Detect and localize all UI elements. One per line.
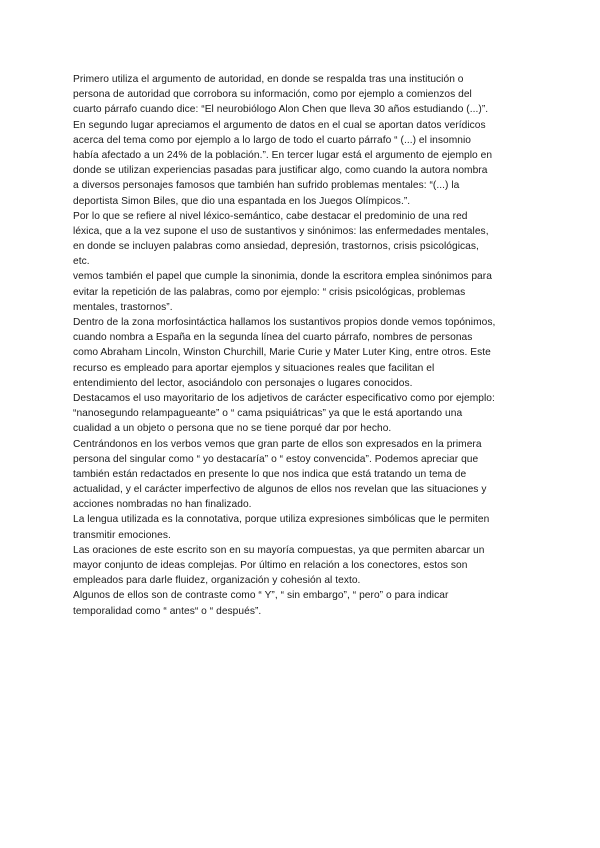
text-line: En segundo lugar apreciamos el argumento de datos en el cual se aportan datos verídicos [73, 119, 486, 131]
text-line: Dentro de la zona morfosintáctica hallamos los sustantivos propios donde vemos topónimos, [73, 317, 496, 328]
text-line: Las oraciones de este escrito son en su mayoría compuestas, ya que permiten abarcar un [73, 544, 485, 556]
text-line: mayor conjunto de ideas complejas. Por último en relación a los conectores, estos son [73, 560, 468, 571]
text-line: Por lo que se refiere al nivel léxico-semántico, cabe destacar el predominio de una red [73, 210, 468, 222]
text-line: Primero utiliza el argumento de autoridad, en donde se respalda tras una institución o [73, 74, 464, 85]
text-line: donde se utilizan experiencias pasadas para justificar algo, como cuando la autora nombra [73, 165, 488, 177]
text-line: cuando nombra a España en la segunda línea del cuarto párrafo, nombres de personas [73, 332, 473, 344]
text-line: entendimiento del lector, asociándolo con personajes o lugares conocidos. [73, 377, 413, 389]
text-line: también están redactados en presente lo que nos indica que está tratando un tema de [73, 468, 467, 480]
text-line: La lengua utilizada es la connotativa, porque utiliza expresiones simbólicas que le permiten [73, 514, 490, 526]
text-line: cuarto párrafo cuando dice: “El neurobiólogo Alon Chen que lleva 30 años estudiando (...)”. [73, 104, 489, 116]
document-body-text [73, 72, 531, 619]
text-line: Centrándonos en los verbos vemos que gran parte de ellos son expresados en la primera [73, 438, 482, 450]
text-line: Algunos de ellos son de contraste como “ Y”, “ sin embargo”, “ pero” o para indicar [73, 590, 449, 602]
text-line: a diversos personajes famosos que también han sufrido problemas mentales: “(...) la [73, 180, 460, 192]
text-line: mentales, trastornos”. [73, 301, 173, 313]
text-line: persona del singular como “ yo destacaría” o “ estoy convencida”. Podemos apreciar que [73, 453, 479, 465]
text-line: actualidad, y el carácter imperfectivo de algunos de ellos nos revelan que las situaciones y [73, 484, 487, 496]
text-line: vemos también el papel que cumple la sinonimia, donde la escritora emplea sinónimos para [73, 271, 492, 283]
text-line: evitar la repetición de las palabras, como por ejemplo: “ crisis psicológicas, problemas [73, 286, 466, 298]
text-line: deportista Simon Biles, que dio una espantada en los Juegos Olímpicos.”. [73, 195, 411, 207]
text-line: acerca del tema como por ejemplo a lo largo de todo el cuarto párrafo “ (...) el insomnio [73, 134, 471, 146]
text-line: persona de autoridad que corrobora su información, como por ejemplo a comienzos del [73, 89, 472, 101]
text-line: empleados para darle fluidez, organización y cohesión al texto. [73, 575, 361, 587]
text-line: recurso es empleado para aportar ejemplos y situaciones reales que facilitan el [73, 362, 435, 374]
text-line: acciones nombradas no han finalizado. [73, 499, 252, 511]
text-line: transmitir emociones. [73, 529, 171, 541]
text-line: en donde se incluyen palabras como ansiedad, depresión, trastornos, crisis psicológicas, [73, 241, 479, 253]
text-line: léxica, que a la vez supone el uso de sustantivos y sinónimos: las enfermedades mentales, [73, 225, 489, 237]
text-line: etc. [73, 256, 90, 268]
text-line: Destacamos el uso mayoritario de los adjetivos de carácter especificativo como por ejemplo: [73, 392, 495, 404]
text-line: “nanosegundo relampagueante” o “ cama psiquiátricas” ya que le está aportando una [73, 408, 463, 420]
text-line: cualidad a un objeto o persona que no se tiene porqué dar por hecho. [73, 423, 392, 435]
text-line: temporalidad como “ antes“ o “ después”. [73, 605, 262, 617]
text-line: como Abraham Lincoln, Winston Churchill, Marie Curie y Mater Luter King, entre otros. Este [73, 347, 491, 359]
text-line: había afectado a un 24% de la población.”. En tercer lugar está el argumento de ejemplo en [73, 149, 493, 161]
